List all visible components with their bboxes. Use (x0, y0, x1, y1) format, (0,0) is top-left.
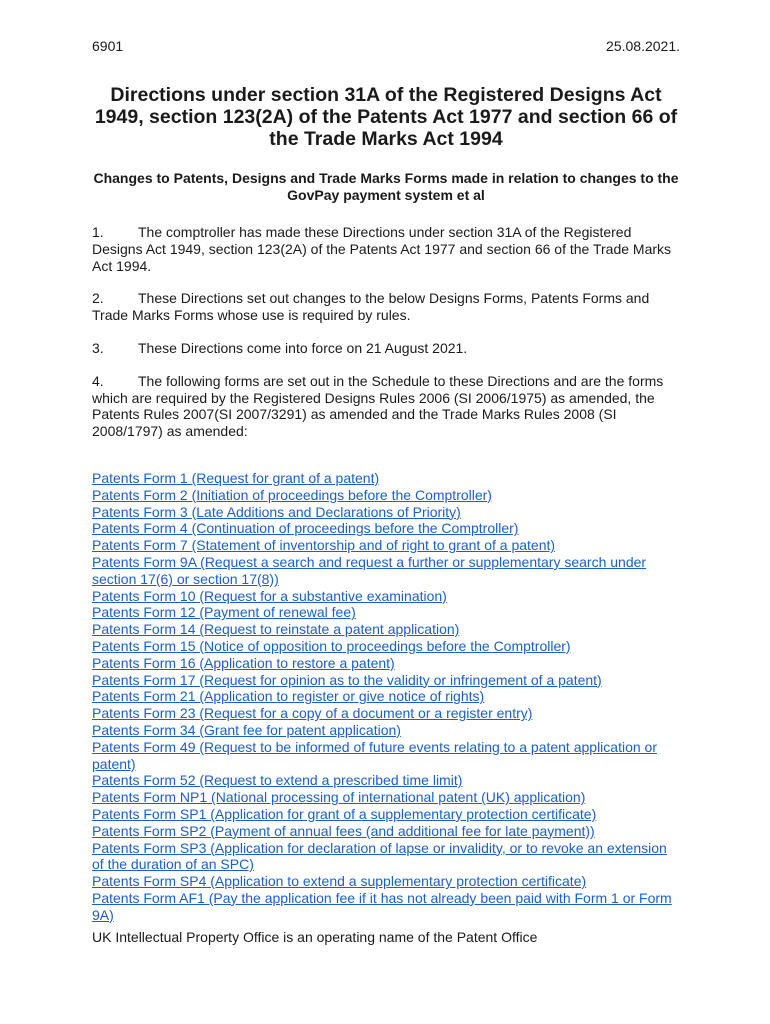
list-item (92, 655, 680, 672)
form-link[interactable]: Patents Form 10 (Request for a substantive examination) (92, 587, 447, 604)
form-link[interactable]: Patents Form 2 (Initiation of proceedings before the Comptroller) (92, 486, 492, 503)
form-link[interactable]: Patents Form 9A (Request a search and request a further or supplementary search under section 17(6) or section 17(8)) (92, 553, 647, 587)
list-item (92, 470, 680, 487)
list-item (92, 705, 680, 722)
paragraph-text: These Directions come into force on 21 August 2021. (138, 339, 468, 356)
document-title: Directions under section 31A of the Registered Designs Act 1949, section 123(2A) of the Patents Act 1977 and section 66 of the Trade Marks Act 1994 (94, 84, 678, 150)
document-subtitle: Changes to Patents, Designs and Trade Marks Forms made in relation to changes to the GovPay payment system et al (93, 170, 679, 203)
form-link[interactable]: Patents Form 1 (Request for grant of a patent) (92, 469, 380, 486)
list-item (92, 537, 680, 554)
paragraph-number: 3. (92, 339, 104, 356)
form-link[interactable]: Patents Form SP3 (Application for declaration of lapse or invalidity, or to revoke an extension of the duration of an SPC) (92, 839, 667, 873)
form-link[interactable]: Patents Form 7 (Statement of inventorship and of right to grant of a patent) (92, 537, 556, 554)
document-reference: 6901 (92, 38, 124, 54)
paragraph-3 (92, 340, 680, 357)
form-link[interactable]: Patents Form 15 (Notice of opposition to proceedings before the Comptroller) (92, 637, 571, 654)
list-item (92, 840, 680, 874)
list-item (92, 672, 680, 689)
form-link[interactable]: Patents Form NP1 (National processing of international patent (UK) application) (92, 789, 586, 806)
form-link[interactable]: Patents Form SP1 (Application for grant of a supplementary protection certificate) (92, 805, 597, 822)
forms-link-list (92, 470, 680, 924)
list-item (92, 487, 680, 504)
footer-note: UK Intellectual Property Office is an operating name of the Patent Office (92, 929, 538, 946)
list-item (92, 722, 680, 739)
paragraph-2 (92, 290, 680, 324)
list-item (92, 520, 680, 537)
paragraph-number: 2. (92, 290, 104, 307)
list-item (92, 873, 680, 890)
form-link[interactable]: Patents Form 3 (Late Additions and Declarations of Priority) (92, 503, 461, 520)
list-item (92, 739, 680, 773)
list-item (92, 554, 680, 588)
list-item (92, 789, 680, 806)
form-link[interactable]: Patents Form SP2 (Payment of annual fees (and additional fee for late payment)) (92, 822, 595, 839)
form-link[interactable]: Patents Form AF1 (Pay the application fee if it has not already been paid with Form 1 or Form 9A) (92, 889, 672, 923)
list-item (92, 806, 680, 823)
paragraph-1 (92, 224, 680, 274)
list-item (92, 504, 680, 521)
list-item (92, 688, 680, 705)
form-link[interactable]: Patents Form 12 (Payment of renewal fee) (92, 604, 356, 621)
list-item (92, 890, 680, 924)
paragraph-text: The following forms are set out in the Schedule to these Directions and are the forms which are required by the Registered Designs Rules 2006 (SI 2006/1975) as amended, the Patents Rules 2007(SI 2007/3291) as amended and the Trade Marks Rules 2008 (SI 2008/1797) as amended: (92, 372, 664, 440)
paragraph-text: The comptroller has made these Directions under section 31A of the Registered Designs Act 1949, section 123(2A) of the Patents Act 1977 and section 66 of the Trade Marks Act 1994. (92, 224, 672, 274)
form-link[interactable]: Patents Form 34 (Grant fee for patent application) (92, 721, 401, 738)
list-item (92, 604, 680, 621)
form-link[interactable]: Patents Form 52 (Request to extend a prescribed time limit) (92, 772, 463, 789)
list-item (92, 588, 680, 605)
form-link[interactable]: Patents Form 4 (Continuation of proceedings before the Comptroller) (92, 520, 519, 537)
document-date: 25.08.2021. (606, 38, 680, 54)
list-item (92, 638, 680, 655)
form-link[interactable]: Patents Form 16 (Application to restore a patent) (92, 654, 395, 671)
form-link[interactable]: Patents Form 21 (Application to register or give notice of rights) (92, 688, 485, 705)
list-item (92, 772, 680, 789)
paragraph-4 (92, 373, 680, 440)
form-link[interactable]: Patents Form 49 (Request to be informed of future events relating to a patent application or patent) (92, 738, 657, 772)
form-link[interactable]: Patents Form SP4 (Application to extend a supplementary protection certificate) (92, 873, 587, 890)
form-link[interactable]: Patents Form 14 (Request to reinstate a patent application) (92, 621, 460, 638)
form-link[interactable]: Patents Form 17 (Request for opinion as to the validity or infringement of a patent) (92, 671, 602, 688)
form-link[interactable]: Patents Form 23 (Request for a copy of a document or a register entry) (92, 705, 533, 722)
paragraph-text: These Directions set out changes to the below Designs Forms, Patents Forms and Trade Marks Forms whose use is required by rules. (92, 290, 650, 324)
document-page (92, 38, 680, 946)
paragraph-number: 1. (92, 224, 104, 240)
paragraph-number: 4. (92, 372, 104, 389)
document-header (92, 38, 680, 54)
list-item (92, 823, 680, 840)
list-item (92, 621, 680, 638)
